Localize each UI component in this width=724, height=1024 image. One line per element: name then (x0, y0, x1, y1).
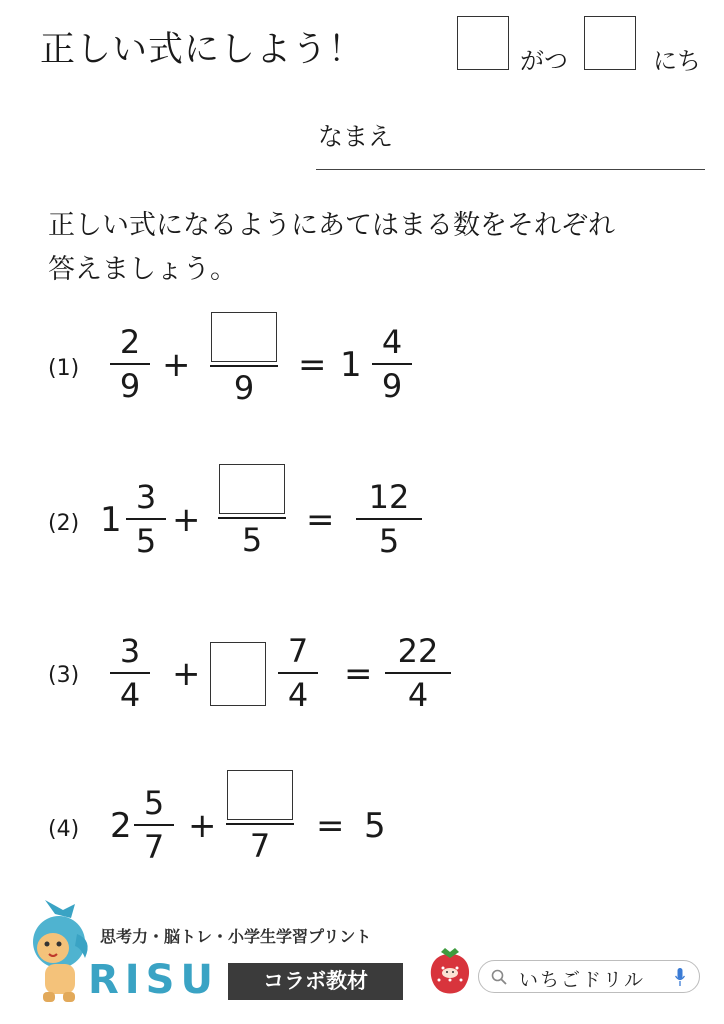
equals-sign: = (344, 654, 373, 694)
result-number: 5 (364, 806, 386, 846)
whole-number: 2 (110, 806, 132, 846)
denominator: 9 (119, 367, 141, 405)
month-label: がつ (520, 47, 568, 75)
fraction-bar (385, 672, 451, 674)
instruction (48, 204, 615, 292)
footer-tagline: 思考力・脳トレ・小学生学習プリント (100, 927, 372, 946)
page-title: 正しい式にしよう！ (40, 30, 365, 70)
fraction-result (356, 479, 422, 559)
denominator: 4 (407, 676, 429, 714)
whole-number: 1 (100, 500, 122, 540)
fraction-result (385, 633, 451, 713)
day-box[interactable] (584, 16, 636, 70)
problem-label: (3) (48, 663, 80, 688)
equals-sign: = (298, 345, 327, 385)
denominator: 7 (249, 827, 271, 865)
plus-sign: + (172, 654, 201, 694)
fraction-b (226, 770, 294, 864)
instruction-line-2: 答えましょう。 (48, 254, 237, 285)
numerator: 7 (287, 632, 309, 670)
fraction-b (218, 464, 286, 558)
plus-sign: + (172, 500, 201, 540)
problem-label: (4) (48, 817, 80, 842)
numerator: 4 (381, 323, 403, 361)
plus-sign: + (162, 345, 191, 385)
answer-box[interactable] (219, 464, 285, 514)
fraction-bar (218, 517, 286, 519)
fraction-bar (126, 518, 166, 520)
fraction-b (210, 312, 278, 406)
fraction-a (110, 633, 150, 713)
fraction-bar (110, 672, 150, 674)
name-line[interactable] (316, 169, 705, 170)
plus-sign: + (188, 806, 217, 846)
denominator: 5 (241, 521, 263, 559)
numerator: 12 (368, 478, 410, 516)
search-icon (491, 969, 507, 985)
fraction-result (372, 324, 412, 404)
equals-sign: = (316, 806, 345, 846)
fraction-b (278, 633, 318, 713)
fraction-bar (372, 363, 412, 365)
equals-sign: = (306, 500, 335, 540)
numerator: 5 (143, 784, 165, 822)
fraction-a (126, 479, 166, 559)
answer-box[interactable] (211, 312, 277, 362)
problem-label: (2) (48, 511, 80, 536)
fraction-bar (278, 672, 318, 674)
fraction-bar (110, 363, 150, 365)
denominator: 4 (119, 676, 141, 714)
numerator: 22 (397, 632, 439, 670)
denominator: 9 (381, 367, 403, 405)
answer-box[interactable] (227, 770, 293, 820)
fraction-a (134, 785, 174, 865)
answer-box[interactable] (210, 642, 266, 706)
microphone-icon[interactable] (675, 968, 685, 986)
instruction-line-1: 正しい式になるようにあてはまる数をそれぞれ (48, 210, 615, 241)
brand-logo: RISU (88, 957, 219, 1003)
fraction-bar (134, 824, 174, 826)
month-box[interactable] (457, 16, 509, 70)
fraction-bar (356, 518, 422, 520)
denominator: 7 (143, 828, 165, 866)
numerator: 2 (119, 323, 141, 361)
collab-badge: コラボ教材 (228, 963, 403, 1000)
denominator: 5 (378, 522, 400, 560)
denominator: 4 (287, 676, 309, 714)
name-label: なまえ (318, 122, 394, 151)
fraction-bar (210, 365, 278, 367)
mascot-logo (25, 900, 95, 1005)
denominator: 9 (233, 369, 255, 407)
day-label: にち (653, 47, 701, 75)
numerator: 3 (135, 478, 157, 516)
problem-label: (1) (48, 356, 80, 381)
denominator: 5 (135, 522, 157, 560)
strawberry-icon (425, 944, 475, 999)
fraction-a (110, 324, 150, 404)
numerator: 3 (119, 632, 141, 670)
fraction-bar (226, 823, 294, 825)
search-bar[interactable] (478, 960, 700, 993)
search-text: いちごドリル (519, 969, 646, 991)
whole-number: 1 (340, 345, 362, 385)
